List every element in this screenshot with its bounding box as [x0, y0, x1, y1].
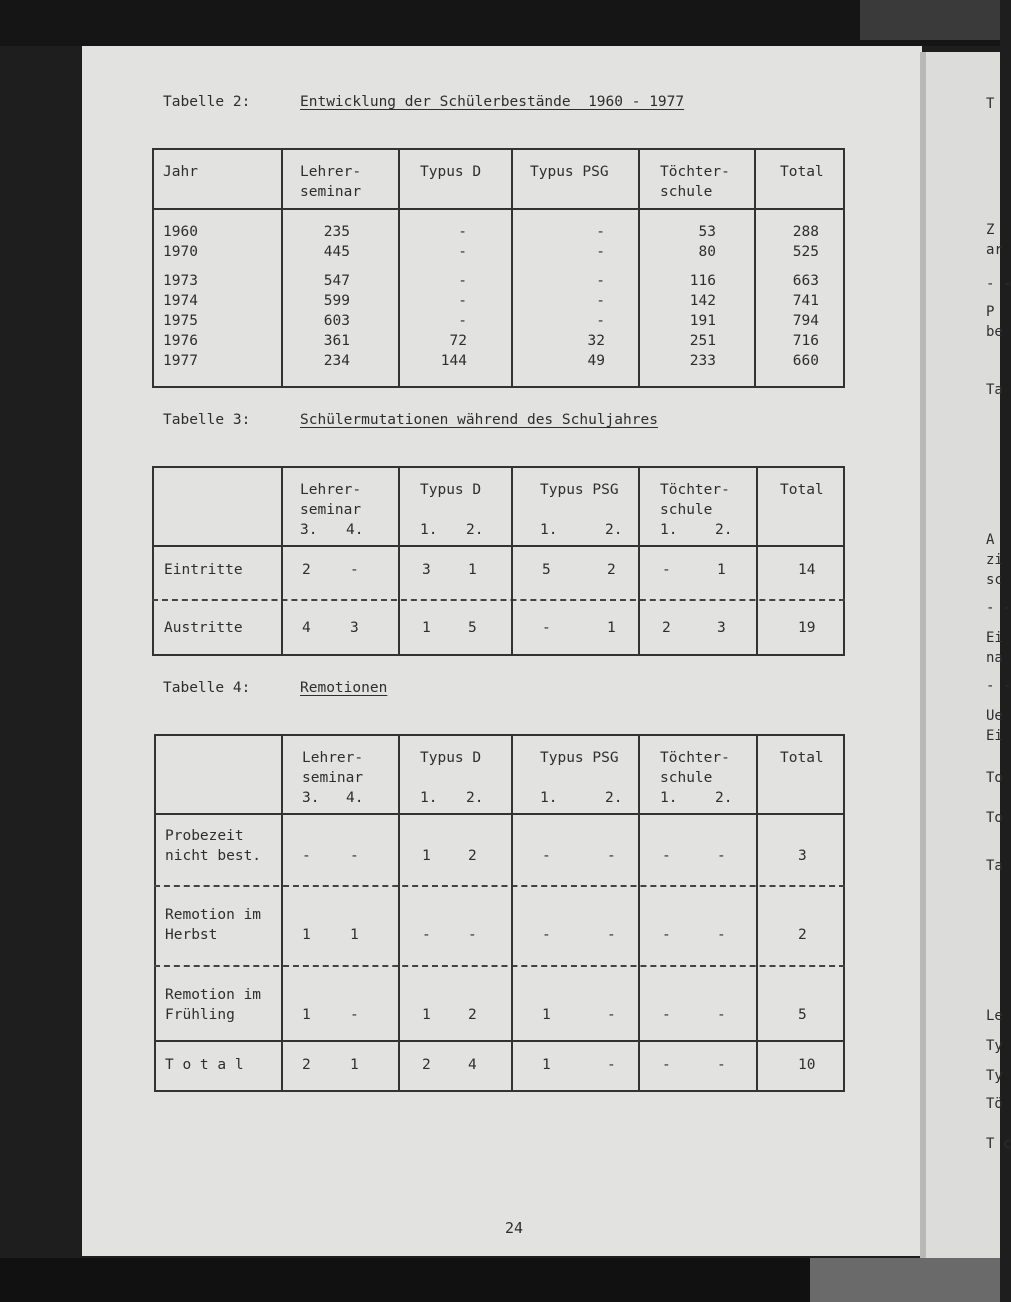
t2-cell: - [458, 293, 467, 309]
t2-cell: 741 [792, 293, 819, 309]
facing-page-fragment: na [986, 650, 1003, 666]
t3-cell: 2 [662, 620, 671, 636]
t4-cell: - [422, 927, 431, 943]
t4-cell: - [607, 1057, 616, 1073]
t2-cell: - [596, 313, 605, 329]
t3-cell: 3 [422, 562, 431, 578]
facing-page-fragment: ar [986, 242, 1003, 258]
t4-cell: - [350, 848, 359, 864]
facing-page-fragment: - - [986, 600, 1011, 616]
t2-cell: 234 [323, 353, 350, 369]
t4-cell: - [468, 927, 477, 943]
table3-frame [152, 466, 845, 656]
facing-page-fragment: Ty [986, 1068, 1003, 1084]
t3-row-label: Austritte [164, 620, 243, 636]
facing-page-fragment: Z [986, 222, 995, 238]
table2-label: Tabelle 2: [163, 94, 251, 110]
t4-cell: 2 [302, 1057, 311, 1073]
t2-cell: 142 [689, 293, 716, 309]
t4-sub-psg-2: 2. [605, 790, 623, 806]
scan-border-bottom [0, 1258, 1000, 1302]
t4-cell: - [662, 848, 671, 864]
t3-cell: 5 [468, 620, 477, 636]
t4-cell: 1 [302, 927, 311, 943]
t3-sub-psg-1: 1. [540, 522, 558, 538]
t3-header-lehrer: Lehrer- seminar [300, 482, 362, 518]
table2-title: Entwicklung der Schülerbestände 1960 - 1977 [300, 94, 685, 110]
t2-cell: 1960 [163, 224, 198, 240]
t4-sub-lehrer-3: 3. [302, 790, 320, 806]
table3-label: Tabelle 3: [163, 412, 251, 428]
t2-cell: 663 [792, 273, 819, 289]
t4-cell: 1 [302, 1007, 311, 1023]
facing-page-fragment: T [986, 96, 995, 112]
t2-cell: 1976 [163, 333, 198, 349]
t2-cell: 80 [698, 244, 716, 260]
t2-cell: 1973 [163, 273, 198, 289]
t4-cell: 1 [350, 927, 359, 943]
facing-page-fragment: zi [986, 552, 1003, 568]
t2-cell: 1977 [163, 353, 198, 369]
t4-sub-psg-1: 1. [540, 790, 558, 806]
t4-header-typus-d: Typus D [420, 750, 482, 766]
t4-header-toechter: Töchter- schule [660, 750, 730, 786]
t4-total-cell: 2 [798, 927, 807, 943]
t4-cell: 1 [542, 1057, 551, 1073]
table3-title: Schülermutationen während des Schuljahres [300, 412, 658, 428]
t2-cell: 49 [587, 353, 605, 369]
t4-cell: 1 [542, 1007, 551, 1023]
t2-cell: 1974 [163, 293, 198, 309]
facing-page-fragment: - - [986, 276, 1011, 292]
t4-cell: - [542, 927, 551, 943]
t2-cell: 144 [440, 353, 467, 369]
t4-sub-toechter-1: 1. [660, 790, 678, 806]
t3-sub-lehrer-3: 3. [300, 522, 318, 538]
t3-cell: 1 [422, 620, 431, 636]
t2-cell: 660 [792, 353, 819, 369]
table4-label: Tabelle 4: [163, 680, 251, 696]
t4-cell: 2 [468, 1007, 477, 1023]
t4-total-cell: 5 [798, 1007, 807, 1023]
t2-cell: 547 [323, 273, 350, 289]
facing-page-fragment: Ei [986, 728, 1003, 744]
t4-sub-toechter-2: 2. [715, 790, 733, 806]
t4-cell: - [607, 927, 616, 943]
facing-page-fragment: P [986, 304, 995, 320]
t2-cell: 116 [689, 273, 716, 289]
t2-header-typus-d: Typus D [420, 164, 482, 180]
t4-sub-d-1: 1. [420, 790, 438, 806]
t4-cell: 2 [422, 1057, 431, 1073]
t2-cell: 235 [323, 224, 350, 240]
t3-total-cell: 14 [798, 562, 816, 578]
scan-border-top [0, 0, 1000, 46]
page-number: 24 [505, 1219, 524, 1237]
t4-cell: - [302, 848, 311, 864]
t2-cell: - [458, 244, 467, 260]
t2-cell: 445 [323, 244, 350, 260]
t2-cell: - [596, 244, 605, 260]
t4-header-typus-psg: Typus PSG [540, 750, 619, 766]
t4-cell: 1 [350, 1057, 359, 1073]
t3-cell: - [350, 562, 359, 578]
t3-sub-psg-2: 2. [605, 522, 623, 538]
table4-title: Remotionen [300, 680, 388, 696]
t4-row-label: Remotion im Frühling [165, 987, 262, 1023]
t2-cell: 794 [792, 313, 819, 329]
t2-cell: - [458, 273, 467, 289]
t4-header-total: Total [780, 750, 824, 766]
t2-cell: 599 [323, 293, 350, 309]
facing-page-fragment: Le [986, 1008, 1003, 1024]
t4-cell: 2 [468, 848, 477, 864]
t2-cell: 191 [689, 313, 716, 329]
t2-cell: 1970 [163, 244, 198, 260]
t3-header-total: Total [780, 482, 824, 498]
t4-cell: - [717, 927, 726, 943]
facing-page-fragment: Ue [986, 708, 1003, 724]
t4-sub-lehrer-4: 4. [346, 790, 364, 806]
facing-page-fragment: Ta [986, 858, 1003, 874]
t4-cell: - [717, 1007, 726, 1023]
t4-row-label: Remotion im Herbst [165, 907, 262, 943]
t3-cell: 2 [302, 562, 311, 578]
t3-cell: 1 [607, 620, 616, 636]
t3-cell: - [542, 620, 551, 636]
t3-cell: 3 [350, 620, 359, 636]
t2-cell: 53 [698, 224, 716, 240]
t4-total-cell: 3 [798, 848, 807, 864]
t4-header-lehrer: Lehrer- seminar [302, 750, 364, 786]
facing-page-fragment: A [986, 532, 995, 548]
t3-sub-toechter-2: 2. [715, 522, 733, 538]
facing-page-fragment: To [986, 770, 1003, 786]
t4-cell: - [350, 1007, 359, 1023]
t3-cell: 1 [468, 562, 477, 578]
t3-header-typus-d: Typus D [420, 482, 482, 498]
t3-sub-lehrer-4: 4. [346, 522, 364, 538]
t2-header-jahr: Jahr [163, 164, 198, 180]
t4-cell: - [717, 848, 726, 864]
t4-cell: - [607, 1007, 616, 1023]
t2-header-lehrer: Lehrer- seminar [300, 164, 362, 200]
t2-cell: - [458, 224, 467, 240]
t2-cell: 288 [792, 224, 819, 240]
t3-cell: 2 [607, 562, 616, 578]
t4-cell: - [662, 1007, 671, 1023]
t3-header-toechter: Töchter- schule [660, 482, 730, 518]
t2-cell: 251 [689, 333, 716, 349]
t4-cell: - [607, 848, 616, 864]
t3-sub-d-1: 1. [420, 522, 438, 538]
t3-sub-d-2: 2. [466, 522, 484, 538]
t2-cell: 233 [689, 353, 716, 369]
t4-cell: - [717, 1057, 726, 1073]
t2-cell: 32 [587, 333, 605, 349]
t3-cell: 4 [302, 620, 311, 636]
t4-cell: - [662, 927, 671, 943]
facing-page-fragment: - - [986, 678, 1011, 694]
facing-page-fragment: To [986, 810, 1003, 826]
t2-cell: 72 [449, 333, 467, 349]
t2-cell: 716 [792, 333, 819, 349]
t3-cell: 1 [717, 562, 726, 578]
t3-cell: - [662, 562, 671, 578]
t2-header-typus-psg: Typus PSG [530, 164, 609, 180]
t2-cell: 603 [323, 313, 350, 329]
t2-cell: - [596, 293, 605, 309]
facing-page-fragment: Ty [986, 1038, 1003, 1054]
facing-page-fragment: Tö [986, 1096, 1003, 1112]
t4-sub-d-2: 2. [466, 790, 484, 806]
t2-header-total: Total [780, 164, 824, 180]
t4-total-cell: 10 [798, 1057, 816, 1073]
t2-cell: 525 [792, 244, 819, 260]
t4-cell: 1 [422, 848, 431, 864]
t2-header-toechter: Töchter- schule [660, 164, 730, 200]
facing-page-fragment: sc [986, 572, 1003, 588]
t3-header-typus-psg: Typus PSG [540, 482, 619, 498]
t4-row-label: T o t a l [165, 1057, 244, 1073]
t3-cell: 5 [542, 562, 551, 578]
t3-total-cell: 19 [798, 620, 816, 636]
t4-cell: - [542, 848, 551, 864]
t4-cell: 4 [468, 1057, 477, 1073]
t2-cell: 361 [323, 333, 350, 349]
t4-row-label: Probezeit nicht best. [165, 828, 262, 864]
facing-page-fragment: Ta [986, 382, 1003, 398]
facing-page [920, 52, 1011, 1262]
t2-cell: - [596, 273, 605, 289]
t2-cell: - [458, 313, 467, 329]
facing-page-fragment: be [986, 324, 1003, 340]
t3-sub-toechter-1: 1. [660, 522, 678, 538]
t2-cell: 1975 [163, 313, 198, 329]
facing-page-fragment: Ei [986, 630, 1003, 646]
facing-page-fragment: T c [986, 1136, 1011, 1152]
t2-cell: - [596, 224, 605, 240]
t3-cell: 3 [717, 620, 726, 636]
table2-frame [152, 148, 845, 388]
t3-row-label: Eintritte [164, 562, 243, 578]
t4-cell: 1 [422, 1007, 431, 1023]
t4-cell: - [662, 1057, 671, 1073]
